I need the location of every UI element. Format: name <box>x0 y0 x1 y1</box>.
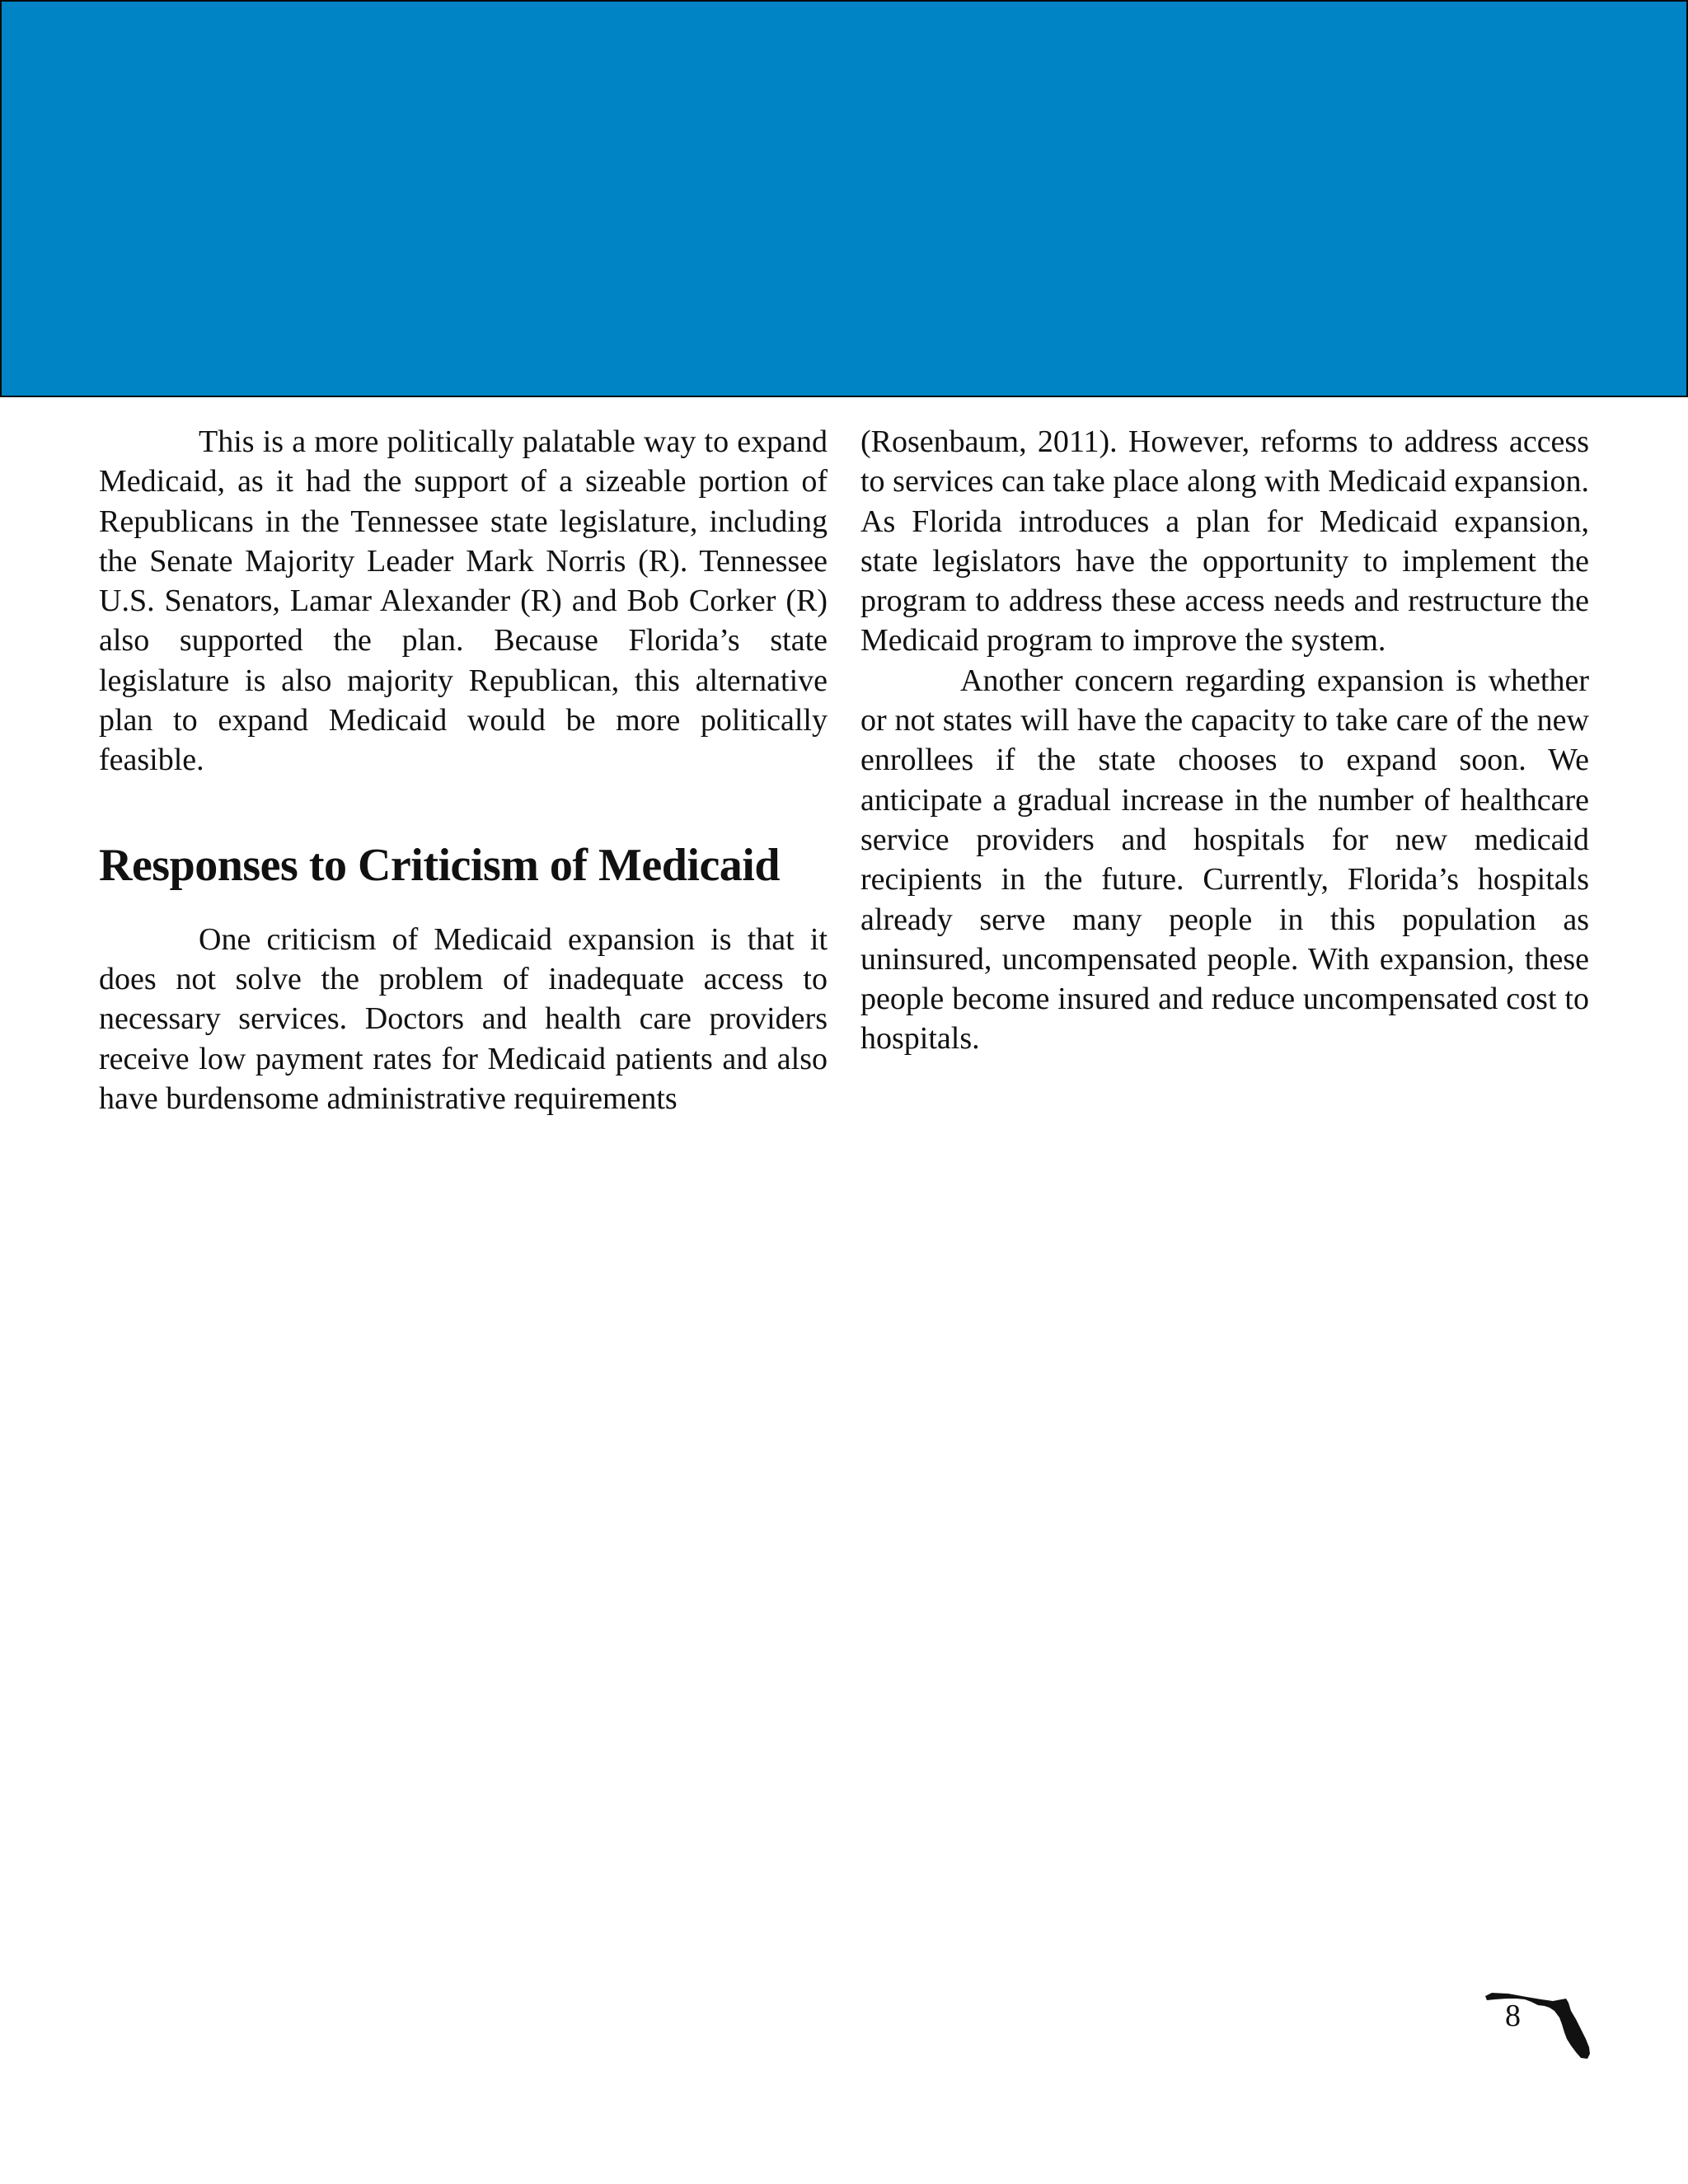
body-paragraph: This is a more politically palatable way to expand Medicaid, as it had the support of a sizeable portion of Republicans in the Tennessee state legislature, including the Senate Majority Leader Mark Norris (R). Tennessee U.S. Senators, Lamar Alexander (R) and Bob Corker (R) also supported the plan. Because Florida’s state legislature is also majority Republican, this alternative plan to expand Medicaid would be more politically feasible. <box>99 424 828 778</box>
left-column <box>99 422 828 1118</box>
body-paragraph: Another concern regarding expansion is whether or not states will have the capacity to take care of the new enrollees if the state chooses to expand soon. We anticipate a gradual increase in the number of healthcare service providers and hospitals for new medicaid recipients in the future. Currently, Florida’s hospitals already serve many people in this population as uninsured, uncompensated people. With expansion, these people become insured and reduce uncompensated cost to hospitals. <box>860 663 1589 1057</box>
right-column <box>860 422 1589 1059</box>
florida-state-icon <box>1484 1986 1591 2060</box>
body-paragraph: (Rosenbaum, 2011). However, reforms to address access to services can take place along with Medicaid expansion. As Florida introduces a plan for Medicaid expansion, state legislators have the opportunity to implement the program to address these access needs and restructure the Medicaid program to improve the system. <box>860 424 1589 658</box>
header-banner <box>0 0 1688 397</box>
section-heading: Responses to Criticism of Medicaid <box>99 839 781 891</box>
page-number: 8 <box>1505 1999 1521 2033</box>
body-paragraph: One criticism of Medicaid expansion is that it does not solve the problem of inadequate access to necessary services. Doctors and health care providers receive low payment rates for Medicaid patients and also have burdensome administrative requirements <box>99 921 828 1116</box>
